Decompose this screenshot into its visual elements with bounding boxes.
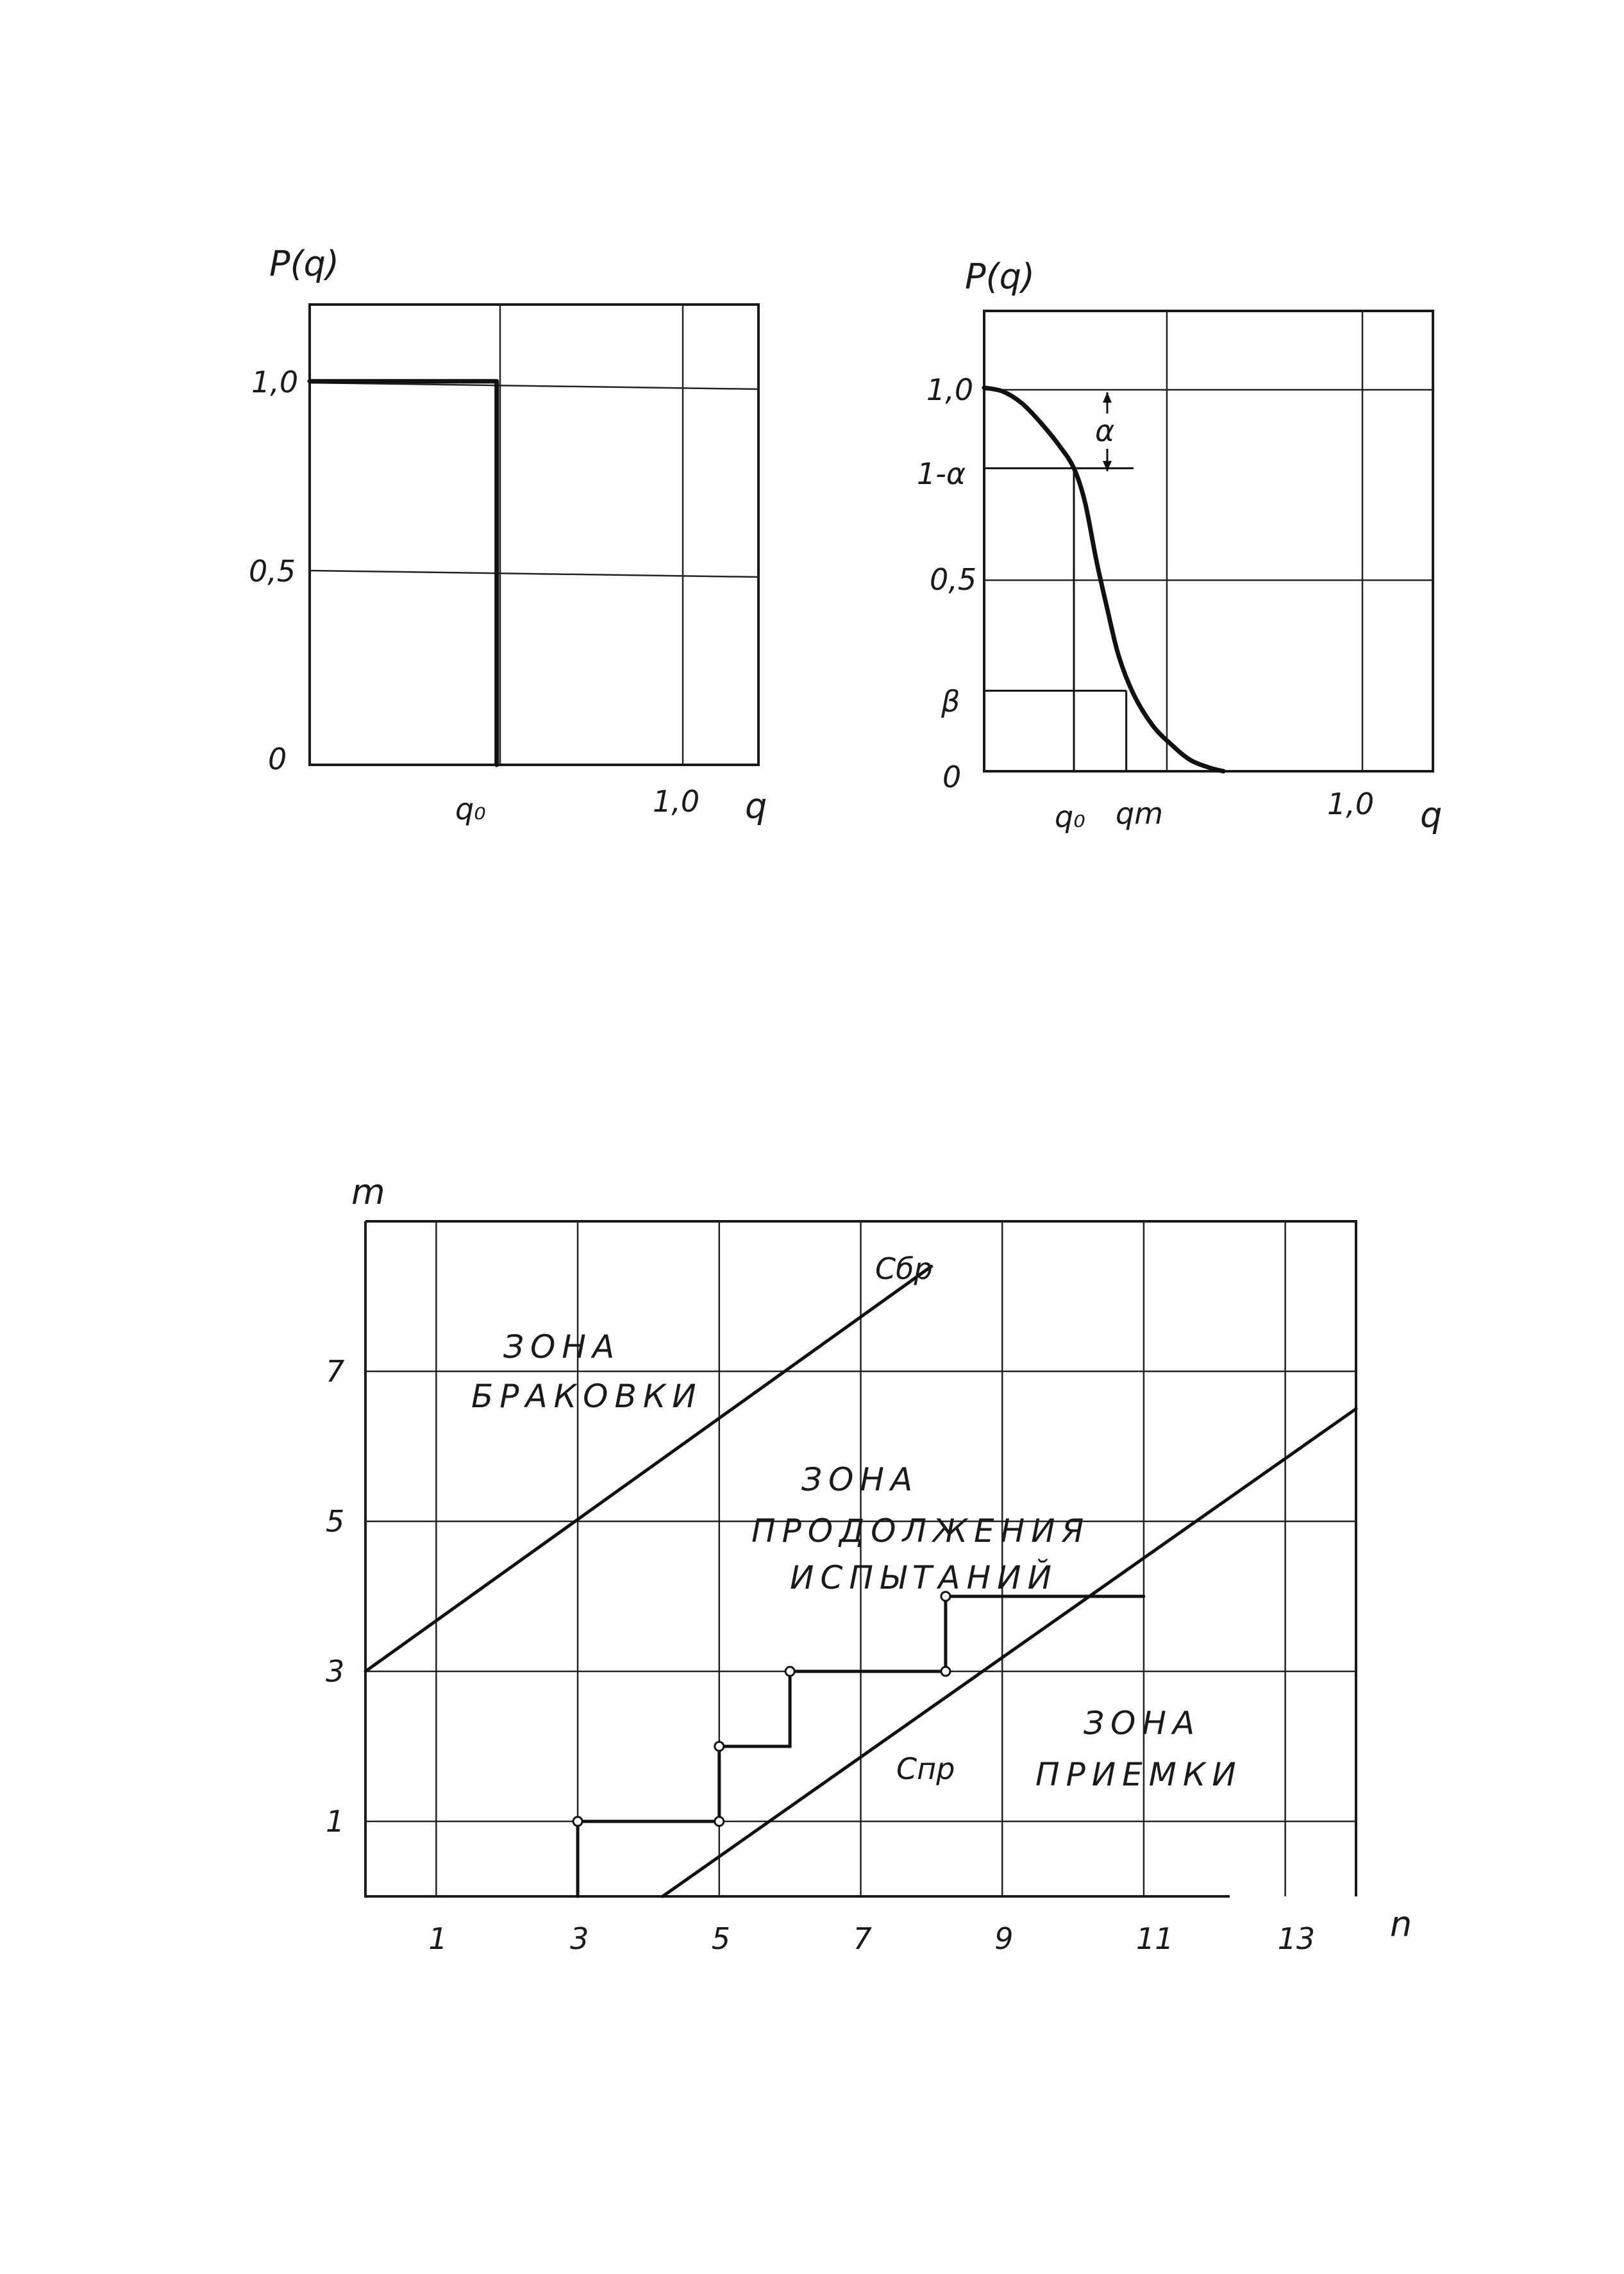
- x-tick-label-q0: q₀: [1055, 799, 1085, 834]
- x-axis-end-label: q: [745, 786, 767, 826]
- x-tick-label: 7: [853, 1921, 872, 1956]
- x-tick-label: 9: [994, 1921, 1014, 1956]
- y-tick-label: 5: [326, 1504, 345, 1539]
- step-point: [785, 1667, 794, 1676]
- step-point: [573, 1817, 582, 1826]
- x-tick-label: 1: [428, 1921, 448, 1956]
- x-tick-label: 3: [570, 1921, 589, 1956]
- label-c-pr: Спр: [896, 1751, 955, 1786]
- gridline-h-10: [310, 383, 758, 389]
- step-points: [573, 1592, 950, 1826]
- series-line-c-pr: [663, 1409, 1357, 1897]
- plot-frame: [984, 311, 1433, 771]
- x-tick-label: 11: [1135, 1921, 1174, 1956]
- x-tick-labels: [428, 1921, 1315, 1956]
- step-point: [941, 1667, 950, 1676]
- zone-reject-line-2: БРАКОВКИ: [471, 1378, 703, 1415]
- y-tick-label: 7: [326, 1354, 345, 1389]
- plot-frame: [310, 305, 758, 765]
- y-tick-label-10: 1,0: [926, 372, 974, 407]
- step-point: [715, 1817, 724, 1826]
- label-c-br: Сбр: [875, 1251, 933, 1286]
- zone-continue-line-2: ПРОДОЛЖЕНИЯ: [751, 1512, 1091, 1550]
- x-tick-label: 5: [711, 1921, 731, 1956]
- gridline-h-05: [310, 571, 758, 577]
- alpha-dimension: [1095, 392, 1114, 471]
- x-axis-end-label: q: [1420, 795, 1443, 835]
- y-axis-label: P(q): [269, 244, 339, 284]
- alpha-label: α: [1095, 414, 1115, 448]
- zone-continue-line-1: ЗОНА: [801, 1461, 919, 1498]
- y-axis-label: P(q): [965, 256, 1035, 297]
- y-tick-label: 1: [326, 1804, 345, 1839]
- x-tick-label: 13: [1277, 1921, 1316, 1956]
- x-axis-label: n: [1390, 1904, 1412, 1944]
- zone-reject-line-1: ЗОНА: [503, 1328, 621, 1366]
- y-tick-label-0: 0: [942, 760, 962, 794]
- zone-accept-line-1: ЗОНА: [1084, 1705, 1201, 1742]
- x-tick-label-10: 1,0: [653, 784, 700, 819]
- y-axis-label: m: [351, 1172, 385, 1212]
- chart-oc-real: [917, 256, 1442, 835]
- y-tick-label-05: 0,5: [249, 554, 296, 589]
- y-tick-label-one-minus-alpha: 1-α: [917, 456, 966, 491]
- y-tick-label-0: 0: [268, 742, 287, 776]
- y-tick-label-10: 1,0: [251, 365, 299, 399]
- chart-sequential-plan: [326, 1172, 1412, 1956]
- y-tick-label-beta: β: [941, 684, 960, 719]
- x-tick-label-q0: q₀: [455, 792, 486, 826]
- x-tick-label-10: 1,0: [1327, 787, 1375, 821]
- y-tick-label: 3: [326, 1654, 345, 1689]
- y-tick-labels: [326, 1354, 344, 1839]
- zone-continue-line-3: ИСПЫТАНИЙ: [790, 1559, 1058, 1596]
- step-point: [715, 1742, 724, 1751]
- y-tick-label-05: 0,5: [930, 562, 977, 597]
- x-tick-label-qm: qm: [1116, 796, 1164, 831]
- chart-oc-ideal: [249, 244, 767, 826]
- zone-accept-line-2: ПРИЕМКИ: [1035, 1756, 1243, 1793]
